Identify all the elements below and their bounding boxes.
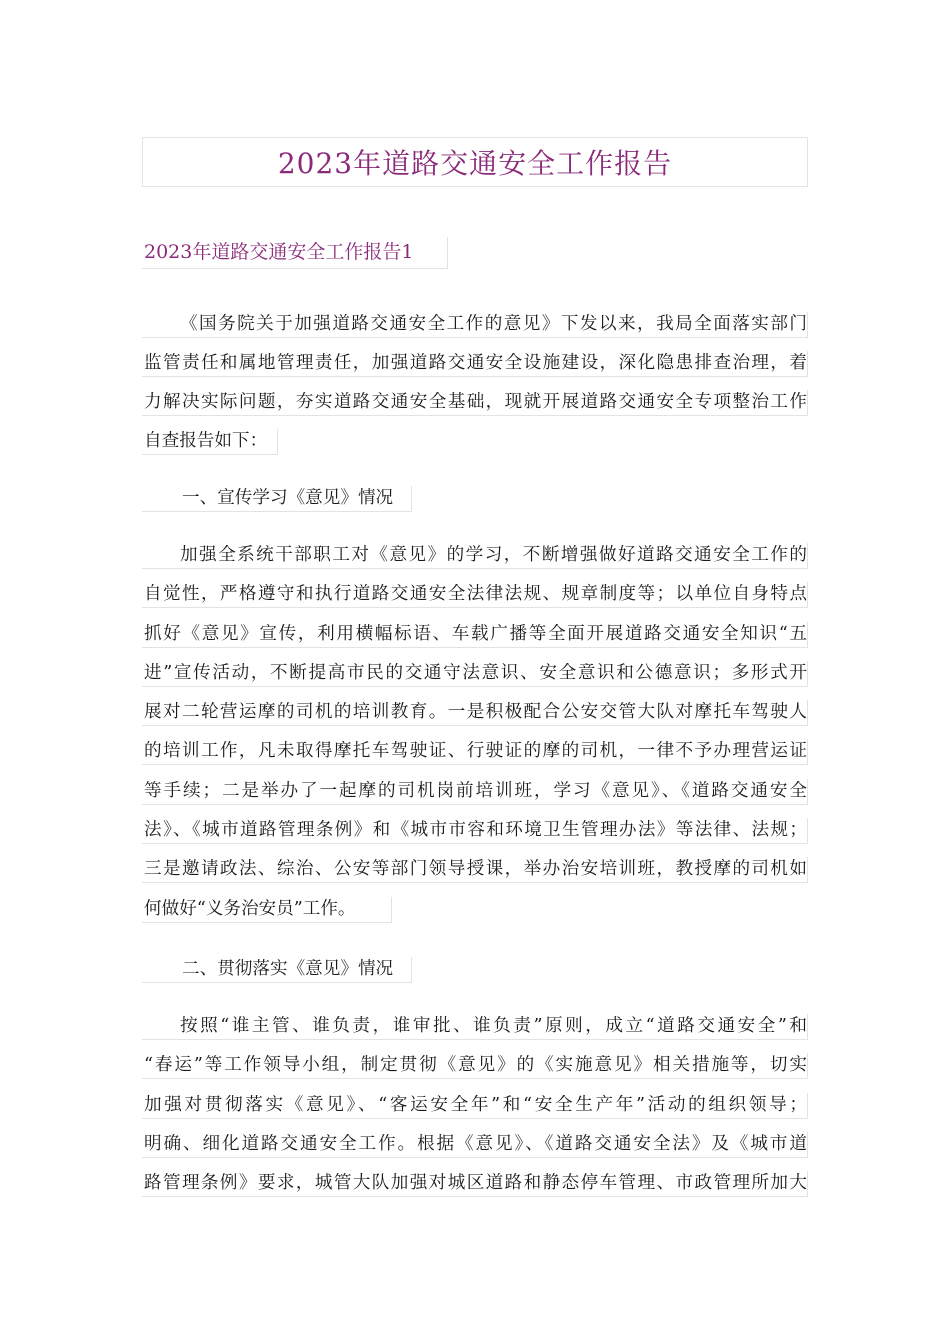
page-title: 2023年道路交通安全工作报告 xyxy=(277,147,673,180)
paragraph-line: 的培训工作，凡未取得摩托车驾驶证、行驶证的摩的司机，一律不予办理营运证 xyxy=(142,739,808,765)
paragraph-line: 抓好《意见》宣传，利用横幅标语、车载广播等全面开展道路交通安全知识“五 xyxy=(142,622,808,648)
paragraph-line: 监管责任和属地管理责任，加强道路交通安全设施建设，深化隐患排查治理，着 xyxy=(142,351,808,377)
title-box xyxy=(142,137,808,187)
paragraph-line: 加强对贯彻落实《意见》、“客运安全年”和“安全生产年”活动的组织领导； xyxy=(142,1093,808,1119)
paragraph-line: 路管理条例》要求，城管大队加强对城区道路和静态停车管理、市政管理所加大 xyxy=(142,1171,808,1197)
paragraph-line: 进”宣传活动，不断提高市民的交通守法意识、安全意识和公德意识；多形式开 xyxy=(142,661,808,687)
paragraph-line: 展对二轮营运摩的司机的培训教育。一是积极配合公安交管大队对摩托车驾驶人 xyxy=(142,700,808,726)
paragraph-line: 三是邀请政法、综治、公安等部门领导授课，举办治安培训班，教授摩的司机如 xyxy=(142,857,808,883)
paragraph-line: 自查报告如下： xyxy=(142,429,278,455)
paragraph-line: 法》、《城市道路管理条例》和《城市市容和环境卫生管理办法》等法律、法规； xyxy=(142,818,808,844)
paragraph-line: 何做好“义务治安员”工作。 xyxy=(142,897,392,923)
paragraph-line: “春运”等工作领导小组，制定贯彻《意见》的《实施意见》相关措施等，切实 xyxy=(142,1053,808,1079)
section-heading: 一、宣传学习《意见》情况 xyxy=(142,486,412,512)
paragraph-line: 明确、细化道路交通安全工作。根据《意见》、《道路交通安全法》及《城市道 xyxy=(142,1132,808,1158)
paragraph-line: 按照“谁主管、谁负责，谁审批、谁负责”原则，成立“道路交通安全”和 xyxy=(142,1014,808,1040)
paragraph-line: 自觉性，严格遵守和执行道路交通安全法律法规、规章制度等；以单位自身特点 xyxy=(142,582,808,608)
paragraph-line: 《国务院关于加强道路交通安全工作的意见》下发以来，我局全面落实部门 xyxy=(142,312,808,338)
paragraph-line: 等手续；二是举办了一起摩的司机岗前培训班，学习《意见》、《道路交通安全 xyxy=(142,779,808,805)
section-heading: 二、贯彻落实《意见》情况 xyxy=(142,957,412,983)
section-title: 2023年道路交通安全工作报告1 xyxy=(142,237,448,269)
paragraph-line: 力解决实际问题，夯实道路交通安全基础，现就开展道路交通安全专项整治工作 xyxy=(142,390,808,416)
paragraph-line: 加强全系统干部职工对《意见》的学习，不断增强做好道路交通安全工作的 xyxy=(142,543,808,569)
